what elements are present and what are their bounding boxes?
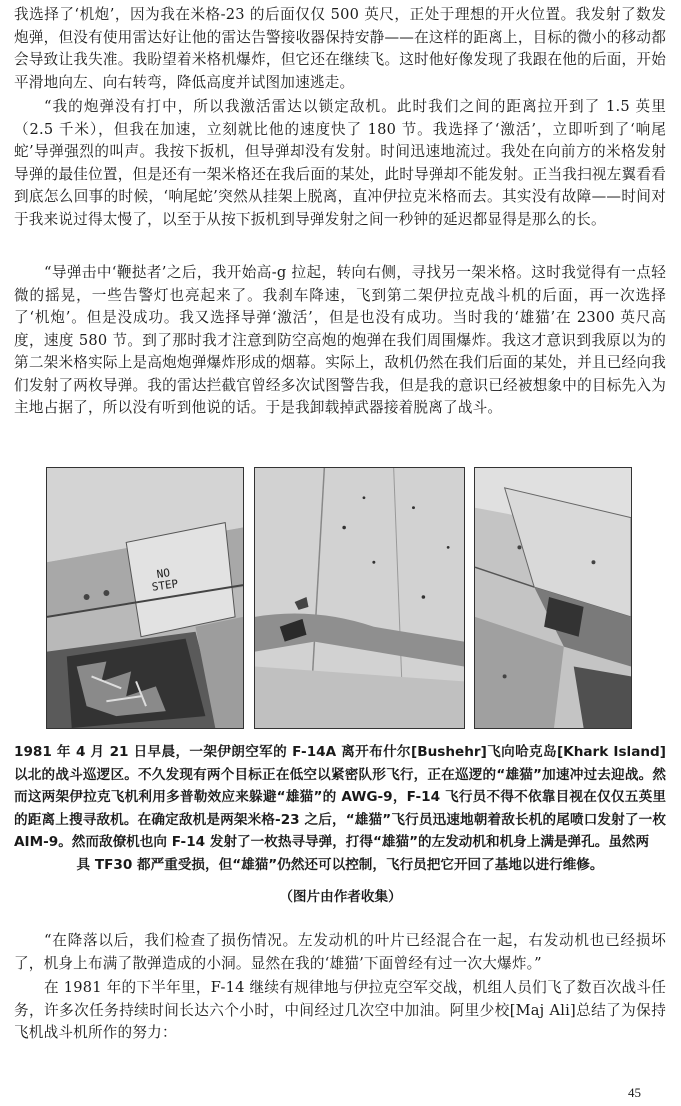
photo-damaged-fuselage xyxy=(46,467,244,729)
caption-text: 1981 年 4 月 21 日早晨，一架伊朗空军的 F-14A 离开布什尔[Bushehr]飞向哈克岛[Khark Island]以北的战斗巡逻区。不久发现有两个目标正在低空以紧密队形飞行，正在巡逻的“雄猫”加速冲过去迎战。然而这两架伊拉克飞机利用多普勒效应来躲避“雄猫”的 AWG-9，F-14 飞行员不得不依靠目视在仅仅五英里的距离上搜寻敌机。在确定敌机是两架米格-23 之后，“雄猫”飞行员迅速地朝着敌长机的尾喷口发射了一枚 AIM-9。然而敌僚机也向 F-14 发射了一枚热寻导弹，打得“雄猫”的左发动机和机身上满是弹孔。虽然两 xyxy=(14,744,666,851)
stencil-line-1: NO xyxy=(155,566,171,581)
page-number: 45 xyxy=(628,1085,641,1100)
body-paragraph-2: “我的炮弹没有打中，所以我激活雷达以锁定敌机。此时我们之间的距离拉开到了 1.5 英里（2.5 千米），但我在加速，立刻就比他的速度快了 180 节。我选择了‘激活’，立即听到了‘响尾蛇’导弹强烈的叫声。我按下扳机，但导弹却没有发射。时间迅速地流过。我处在向前方的米格发射导弹的最佳位置，但是还有一架米格还在我后面的某处，此时导弹却不能发射。正当我扫视左翼看看到底怎么回事的时候，‘响尾蛇’突然从挂架上脱离，直冲伊拉克米格而去。其实没有故障——时间对于我来说过得太慢了，以至于从按下扳机到导弹发射之间一秒钟的延迟都显得是那么的长。 xyxy=(14,98,666,228)
body-paragraph-4: “在降落以后，我们检查了损伤情况。左发动机的叶片已经混合在一起，右发动机也已经损坏了，机身上布满了散弹造成的小洞。显然在我的‘雄猫’下面曾经有过一次大爆炸。” xyxy=(14,932,666,972)
body-paragraph-5: 在 1981 年的下半年里，F-14 继续有规律地与伊拉克空军交战，机组人员们飞了数百次战斗任务，许多次任务持续时间长达六个小时，中间经过几次空中加油。阿里少校[Maj Ali]总结了为保持飞机战斗机所作的努力： xyxy=(14,979,666,1041)
photo-engine-closeup xyxy=(474,467,632,729)
photo-fuselage-holes xyxy=(254,467,465,729)
photo-strip xyxy=(46,467,632,729)
photo-caption xyxy=(14,741,666,877)
body-paragraph-1: 我选择了‘机炮’，因为我在米格-23 的后面仅仅 500 英尺，正处于理想的开火位置。我发射了数发炮弹，但没有使用雷达好让他的雷达告警接收器保持安静——在这样的距离上，目标的微小的移动都会导致让我失准。我盼望着米格机爆炸，但它还在继续飞。这时他好像发现了我跟在他的后面，开始平滑地向左、向右转弯，降低高度并试图加速逃走。 xyxy=(14,6,666,91)
body-paragraph-3: “导弹击中‘鞭挞者’之后，我开始高-g 拉起，转向右侧，寻找另一架米格。这时我觉得有一点轻微的摇晃，一些告警灯也亮起来了。我刹车降速，飞到第二架伊拉克战斗机的后面，再一次选择了‘机炮’。但是没成功。我又选择导弹‘激活’，但是也没有成功。当时我的‘雄猫’在 2300 英尺高度，速度 580 节。到了那时我才注意到防空高炮的炮弹在我们周围爆炸。我这才意识到我原以为的第二架米格实际上是高炮炮弹爆炸形成的烟幕。实际上，敌机仍然在我们后面的某处，并且已经向我们发射了两枚导弹。我的雷达拦截官曾经多次试图警告我，但是我的意识已经被想象中的目标先入为主地占据了，所以没有听到他说的话。于是我卸载掉武器接着脱离了战斗。 xyxy=(14,264,666,416)
photo-credit: （图片由作者收集） xyxy=(279,889,402,905)
caption-last-line: 具 TF30 都严重受损，但“雄猫”仍然还可以控制，飞行员把它开回了基地以进行维修。 xyxy=(76,856,604,873)
stencil-line-2: STEP xyxy=(150,577,180,594)
stencil-no-step xyxy=(149,566,179,593)
